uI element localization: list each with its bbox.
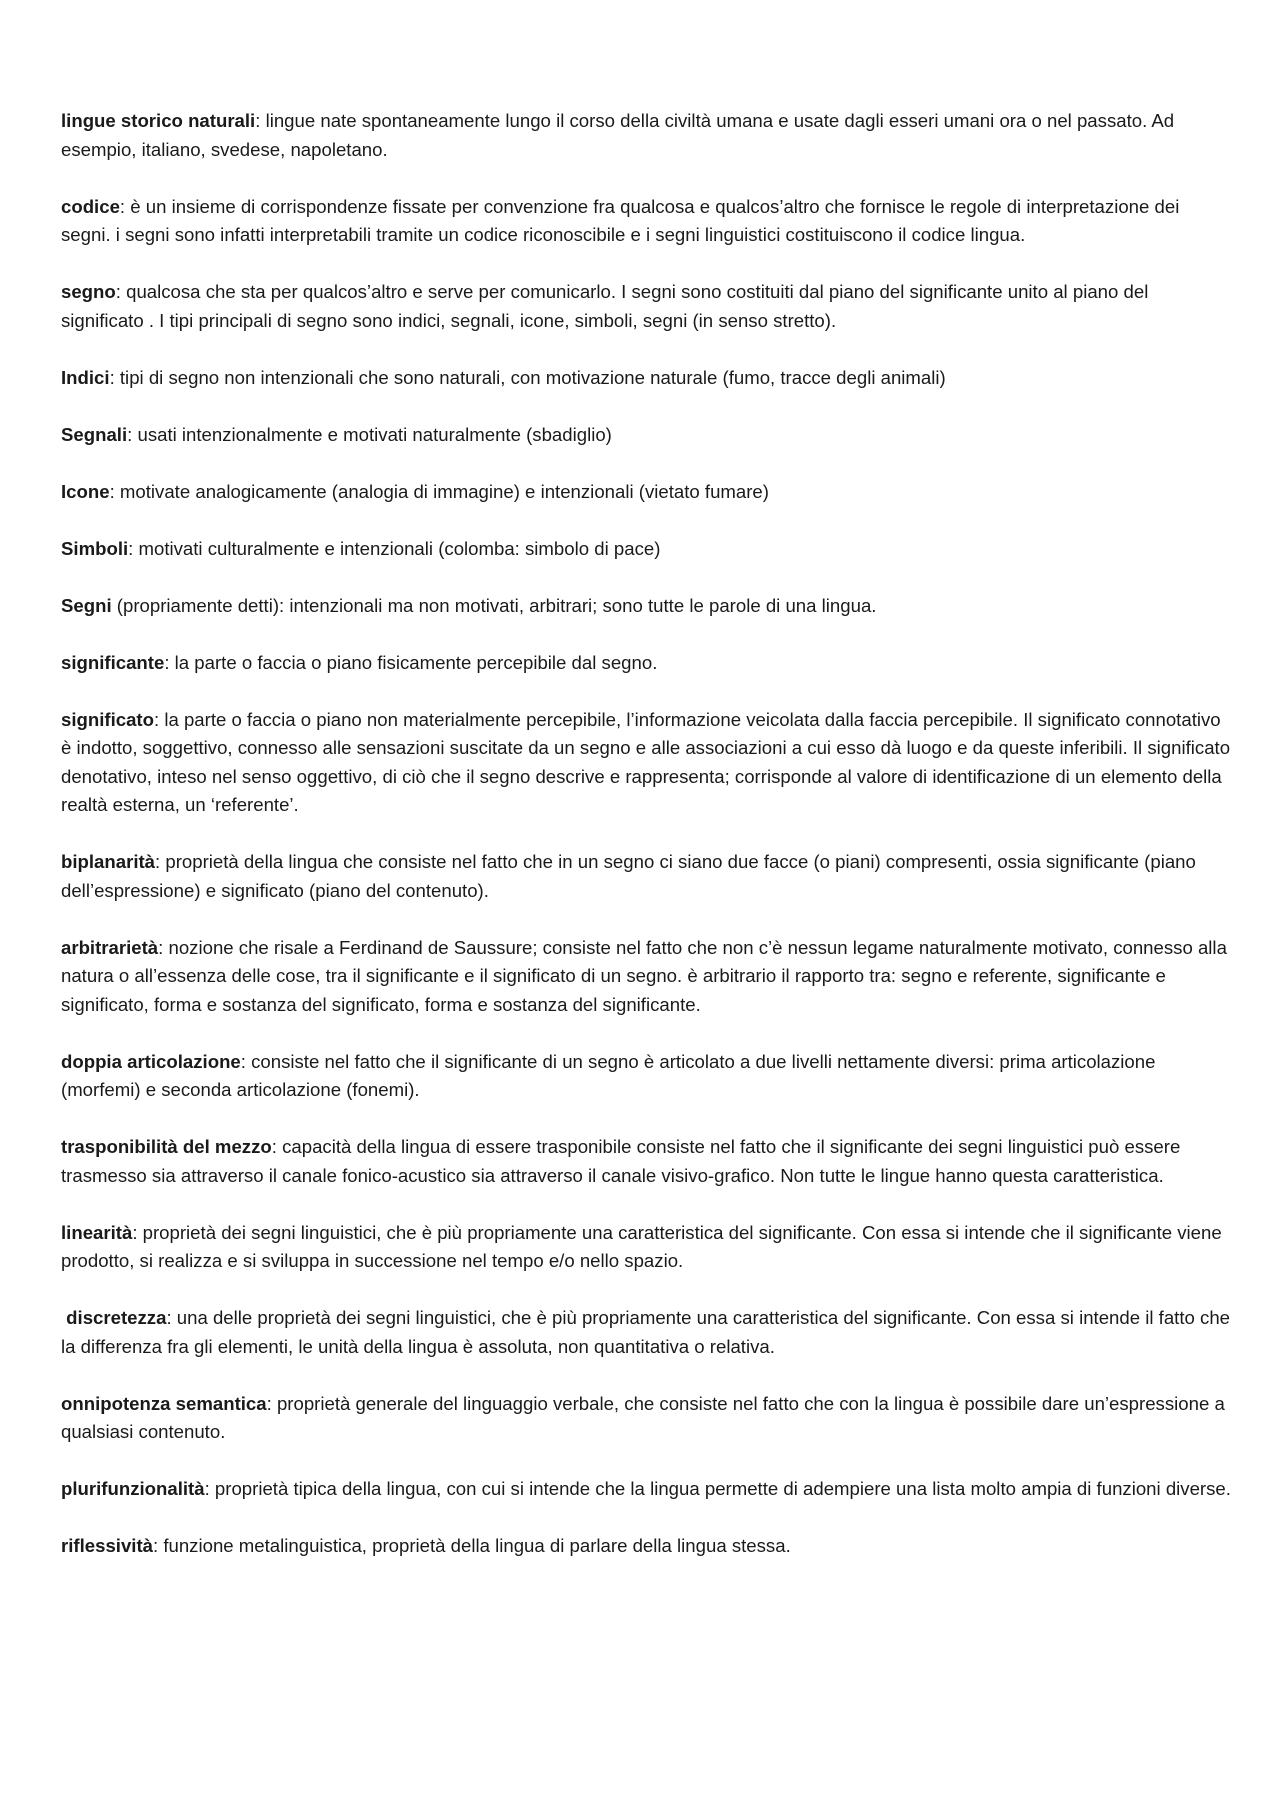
definition: : consiste nel fatto che il significante di un segno è articolato a due livelli nettamente diversi: prima articolazione (morfemi) e seconda articolazione (fonemi). [61,1050,1156,1100]
term: riflessività [61,1535,153,1556]
entry-lingue-storico-naturali [61,107,1231,164]
entry-linearita [61,1219,1231,1276]
term: doppia articolazione [61,1050,241,1072]
term: arbitrarietà [61,936,159,958]
document-page [61,107,1231,1589]
entry-segno [61,278,1231,335]
term: Simboli [61,537,129,559]
entry-onnipotenza-semantica [61,1390,1231,1447]
definition: : funzione metalinguistica, proprietà della lingua di parlare della lingua stessa. [153,1535,791,1556]
term: trasponibilità del mezzo [61,1136,272,1157]
entry-segni [61,592,1231,621]
term: onnipotenza semantica [61,1392,267,1414]
entry-discretezza [61,1304,1231,1361]
definition: : capacità della lingua di essere trasponibile consiste nel fatto che il significante dei segni linguistici può essere trasmesso sia attraverso il canale fonico-acustico sia attraverso il canale visivo-grafico. Non tutte le lingue hanno questa caratteristica. [61,1136,1181,1186]
entry-doppia-articolazione [61,1048,1231,1105]
term: significante [61,651,165,673]
term: Icone [61,480,110,502]
definition: : proprietà dei segni linguistici, che è più propriamente una caratteristica del significante. Con essa si intende che il significante viene prodotto, si realizza e si sviluppa in successione nel tempo e/o nello spazio. [61,1221,1222,1271]
definition: : motivati culturalmente e intenzionali (colomba: simbolo di pace) [128,537,661,559]
term: significato [61,708,154,730]
definition: : motivate analogicamente (analogia di immagine) e intenzionali (vietato fumare) [109,480,769,502]
entry-significato [61,706,1231,820]
definition: : nozione che risale a Ferdinand de Saussure; consiste nel fatto che non c’è nessun legame naturalmente motivato, connesso alla natura o all’essenza delle cose, tra il significante e il significato di un segno. è arbitrario il rapporto tra: segno e referente, significante e significato, forma e sostanza del significato, forma e sostanza del significante. [61,936,1227,1015]
entry-riflessivita [61,1532,1231,1561]
term: codice [61,195,120,217]
definition: : proprietà tipica della lingua, con cui si intende che la lingua permette di adempiere una lista molto ampia di funzioni diverse. [204,1478,1231,1499]
entry-codice [61,193,1231,250]
definition: : usati intenzionalmente e motivati naturalmente (sbadiglio) [127,423,612,445]
term: lingue storico naturali [61,110,256,131]
term: Segnali [61,423,128,445]
term: discretezza [66,1307,167,1328]
entry-plurifunzionalita [61,1475,1231,1504]
entry-biplanarita [61,848,1231,905]
definition: : la parte o faccia o piano fisicamente percepibile dal segno. [164,651,658,673]
term: Segni [61,594,112,616]
definition: (propriamente detti): intenzionali ma non motivati, arbitrari; sono tutte le parole di una lingua. [111,594,877,616]
definition: : lingue nate spontaneamente lungo il corso della civiltà umana e usate dagli esseri umani ora o nel passato. Ad esempio, italiano, svedese, napoletano. [61,110,1175,160]
entry-segnali [61,421,1231,450]
entry-significante [61,649,1231,678]
entry-trasponibilita-del-mezzo [61,1133,1231,1190]
term: plurifunzionalità [61,1478,205,1499]
term: linearità [61,1221,133,1243]
entry-simboli [61,535,1231,564]
definition: : qualcosa che sta per qualcos’altro e serve per comunicarlo. I segni sono costituiti dal piano del significante unito al piano del significato . I tipi principali di segno sono indici, segnali, icone, simboli, segni (in senso stretto). [61,281,1149,331]
entry-indici [61,364,1231,393]
definition: : una delle proprietà dei segni linguistici, che è più propriamente una caratteristica del significante. Con essa si intende il fatto che la differenza fra gli elementi, le unità della lingua è assoluta, non quantitativa o relativa. [61,1307,1230,1357]
term: biplanarità [61,851,156,872]
definition: : la parte o faccia o piano non materialmente percepibile, l’informazione veicolata dalla faccia percepibile. Il significato connotativo è indotto, soggettivo, connesso alle sensazioni suscitate da un segno e alle associazioni a cui esso dà luogo e da queste inferibili. Il significato denotativo, inteso nel senso oggettivo, di ciò che il segno descrive e rappresenta; corrisponde al valore di identificazione di un elemento della realtà esterna, un ‘referente’. [61,708,1231,815]
term: Indici [61,366,110,388]
definition: : è un insieme di corrispondenze fissate per convenzione fra qualcosa e qualcos’altro che fornisce le regole di interpretazione dei segni. i segni sono infatti interpretabili tramite un codice riconoscibile e i segni linguistici costituiscono il codice lingua. [61,195,1180,245]
definition: : tipi di segno non intenzionali che sono naturali, con motivazione naturale (fumo, tracce degli animali) [109,366,946,388]
term: segno [61,281,116,302]
entry-icone [61,478,1231,507]
definition: : proprietà generale del linguaggio verbale, che consiste nel fatto che con la lingua è possibile dare un’espressione a qualsiasi contenuto. [61,1392,1225,1442]
definition: : proprietà della lingua che consiste nel fatto che in un segno ci siano due facce (o piani) compresenti, ossia significante (piano dell’espressione) e significato (piano del contenuto). [61,851,1196,901]
entry-arbitrarieta [61,934,1231,1020]
